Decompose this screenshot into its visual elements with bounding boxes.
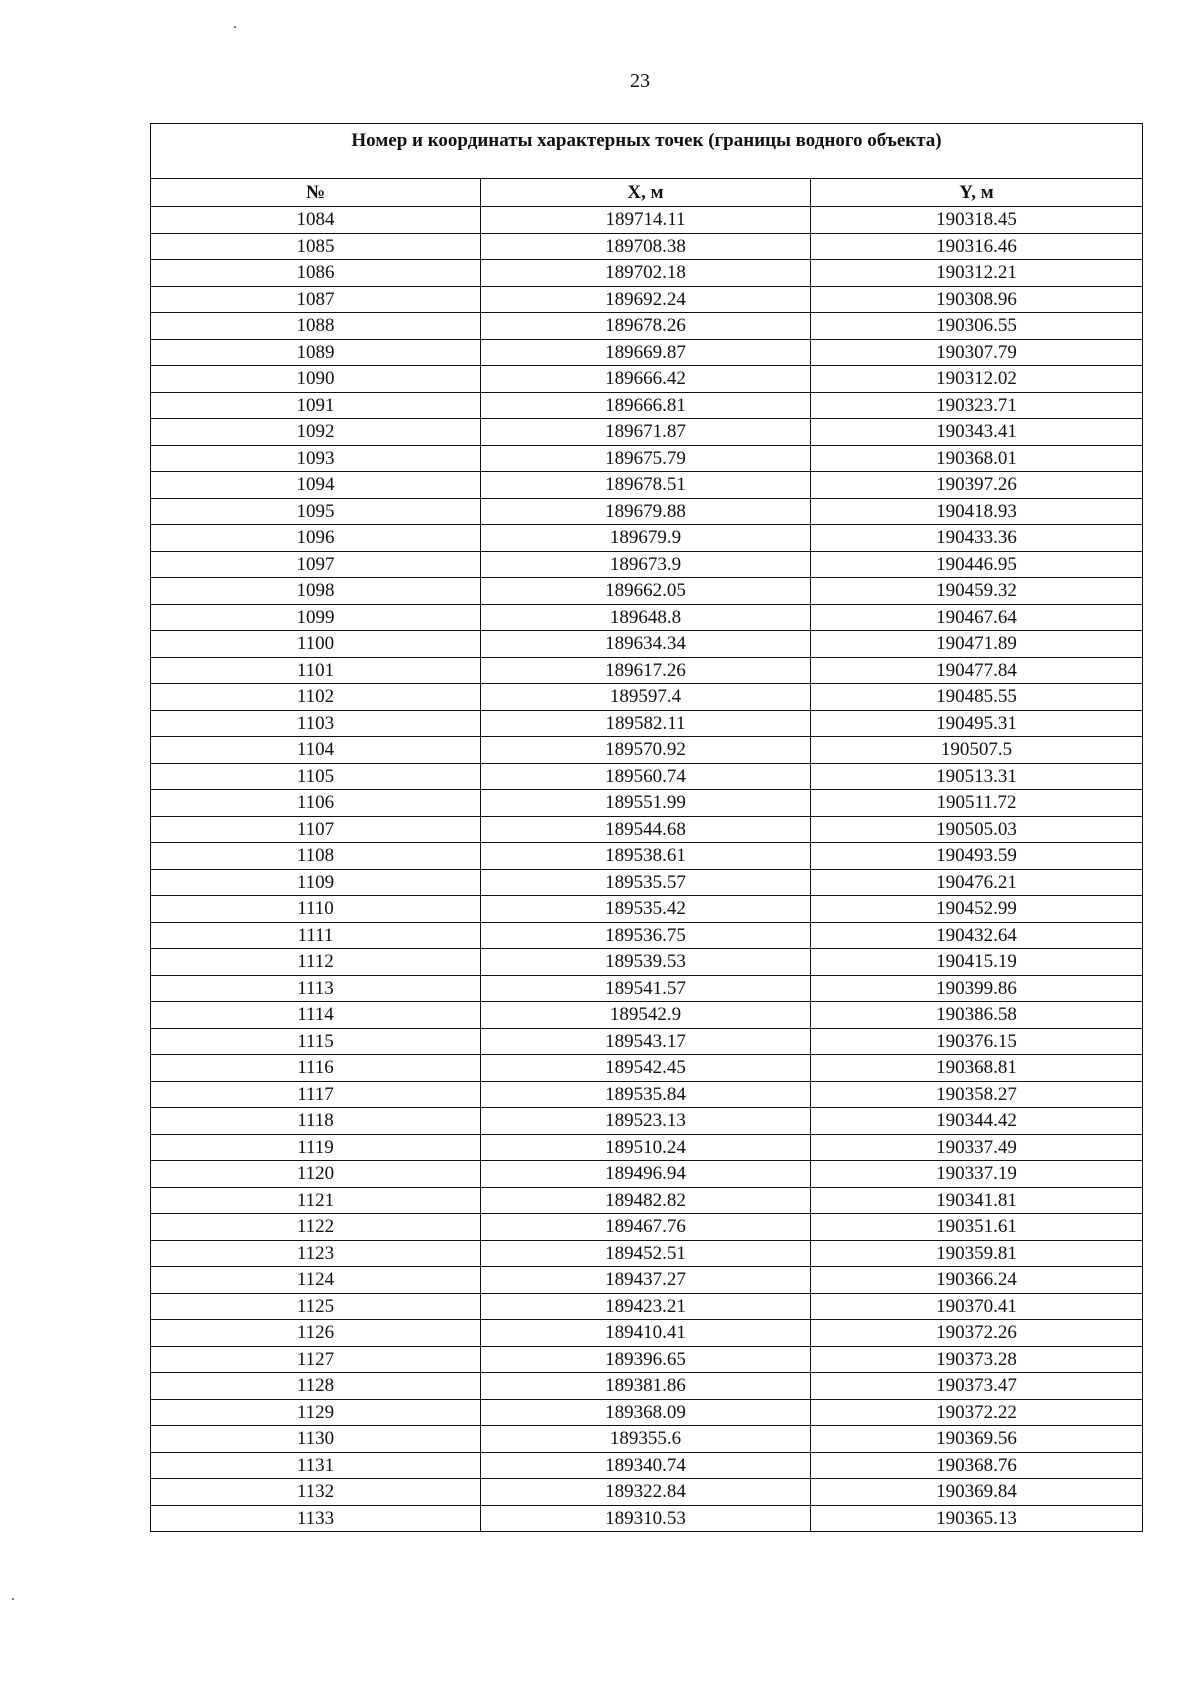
cell-point-number: 1088 [151,313,481,340]
cell-y-coordinate: 190372.22 [811,1399,1143,1426]
cell-point-number: 1130 [151,1426,481,1453]
cell-y-coordinate: 190452.99 [811,896,1143,923]
cell-point-number: 1112 [151,949,481,976]
table-row [151,1108,1143,1135]
cell-point-number: 1116 [151,1055,481,1082]
table-title-row [151,124,1143,179]
cell-x-coordinate: 189669.87 [481,339,811,366]
cell-x-coordinate: 189666.81 [481,392,811,419]
cell-point-number: 1104 [151,737,481,764]
cell-y-coordinate: 190312.21 [811,260,1143,287]
cell-point-number: 1098 [151,578,481,605]
table-row [151,949,1143,976]
cell-x-coordinate: 189666.42 [481,366,811,393]
cell-x-coordinate: 189396.65 [481,1346,811,1373]
cell-point-number: 1107 [151,816,481,843]
cell-y-coordinate: 190477.84 [811,657,1143,684]
cell-y-coordinate: 190369.84 [811,1479,1143,1506]
cell-x-coordinate: 189543.17 [481,1028,811,1055]
cell-y-coordinate: 190476.21 [811,869,1143,896]
cell-x-coordinate: 189692.24 [481,286,811,313]
cell-point-number: 1109 [151,869,481,896]
cell-y-coordinate: 190485.55 [811,684,1143,711]
cell-point-number: 1085 [151,233,481,260]
cell-x-coordinate: 189539.53 [481,949,811,976]
table-row [151,604,1143,631]
cell-x-coordinate: 189582.11 [481,710,811,737]
table-row [151,1505,1143,1532]
table-row [151,578,1143,605]
table-row [151,525,1143,552]
cell-x-coordinate: 189452.51 [481,1240,811,1267]
cell-point-number: 1095 [151,498,481,525]
cell-y-coordinate: 190307.79 [811,339,1143,366]
table-row [151,631,1143,658]
table-row [151,498,1143,525]
cell-y-coordinate: 190344.42 [811,1108,1143,1135]
cell-x-coordinate: 189617.26 [481,657,811,684]
cell-x-coordinate: 189678.51 [481,472,811,499]
table-row [151,657,1143,684]
cell-point-number: 1106 [151,790,481,817]
column-header-y: Y, м [811,179,1143,207]
cell-x-coordinate: 189634.34 [481,631,811,658]
cell-x-coordinate: 189423.21 [481,1293,811,1320]
cell-y-coordinate: 190316.46 [811,233,1143,260]
table-title: Номер и координаты характерных точек (границы водного объекта) [151,124,1143,179]
cell-point-number: 1115 [151,1028,481,1055]
table-row [151,1320,1143,1347]
table-row [151,260,1143,287]
cell-y-coordinate: 190337.49 [811,1134,1143,1161]
cell-x-coordinate: 189597.4 [481,684,811,711]
table-row [151,1267,1143,1294]
cell-x-coordinate: 189541.57 [481,975,811,1002]
cell-point-number: 1103 [151,710,481,737]
cell-y-coordinate: 190495.31 [811,710,1143,737]
table-row [151,392,1143,419]
cell-x-coordinate: 189467.76 [481,1214,811,1241]
cell-point-number: 1129 [151,1399,481,1426]
cell-point-number: 1087 [151,286,481,313]
cell-point-number: 1123 [151,1240,481,1267]
cell-y-coordinate: 190399.86 [811,975,1143,1002]
cell-y-coordinate: 190505.03 [811,816,1143,843]
cell-x-coordinate: 189538.61 [481,843,811,870]
cell-y-coordinate: 190397.26 [811,472,1143,499]
table-row [151,1187,1143,1214]
table-row [151,763,1143,790]
cell-x-coordinate: 189671.87 [481,419,811,446]
table-row [151,286,1143,313]
table-row [151,1134,1143,1161]
table-header-row [151,179,1143,207]
table-row [151,1373,1143,1400]
cell-point-number: 1114 [151,1002,481,1029]
cell-x-coordinate: 189673.9 [481,551,811,578]
cell-point-number: 1108 [151,843,481,870]
cell-point-number: 1111 [151,922,481,949]
cell-y-coordinate: 190341.81 [811,1187,1143,1214]
cell-x-coordinate: 189536.75 [481,922,811,949]
cell-point-number: 1121 [151,1187,481,1214]
table-row [151,419,1143,446]
cell-y-coordinate: 190386.58 [811,1002,1143,1029]
cell-point-number: 1110 [151,896,481,923]
cell-point-number: 1093 [151,445,481,472]
page-number: 23 [630,70,650,92]
cell-y-coordinate: 190337.19 [811,1161,1143,1188]
cell-point-number: 1119 [151,1134,481,1161]
table-row [151,1161,1143,1188]
cell-x-coordinate: 189410.41 [481,1320,811,1347]
cell-point-number: 1125 [151,1293,481,1320]
table-row [151,869,1143,896]
cell-x-coordinate: 189437.27 [481,1267,811,1294]
cell-x-coordinate: 189535.84 [481,1081,811,1108]
cell-y-coordinate: 190433.36 [811,525,1143,552]
cell-point-number: 1128 [151,1373,481,1400]
cell-y-coordinate: 190343.41 [811,419,1143,446]
table-row [151,843,1143,870]
cell-point-number: 1092 [151,419,481,446]
table-row [151,1081,1143,1108]
cell-point-number: 1096 [151,525,481,552]
cell-point-number: 1122 [151,1214,481,1241]
cell-y-coordinate: 190308.96 [811,286,1143,313]
cell-y-coordinate: 190323.71 [811,392,1143,419]
cell-point-number: 1090 [151,366,481,393]
cell-x-coordinate: 189482.82 [481,1187,811,1214]
table-row [151,710,1143,737]
cell-x-coordinate: 189535.42 [481,896,811,923]
table-row [151,233,1143,260]
table-row [151,1002,1143,1029]
cell-y-coordinate: 190358.27 [811,1081,1143,1108]
cell-y-coordinate: 190351.61 [811,1214,1143,1241]
cell-y-coordinate: 190471.89 [811,631,1143,658]
cell-y-coordinate: 190368.81 [811,1055,1143,1082]
cell-x-coordinate: 189648.8 [481,604,811,631]
cell-y-coordinate: 190373.28 [811,1346,1143,1373]
table-row [151,737,1143,764]
cell-x-coordinate: 189714.11 [481,207,811,234]
cell-x-coordinate: 189542.45 [481,1055,811,1082]
cell-point-number: 1084 [151,207,481,234]
scan-speck [12,1598,14,1600]
cell-point-number: 1101 [151,657,481,684]
cell-y-coordinate: 190493.59 [811,843,1143,870]
cell-x-coordinate: 189544.68 [481,816,811,843]
cell-y-coordinate: 190369.56 [811,1426,1143,1453]
cell-point-number: 1086 [151,260,481,287]
cell-x-coordinate: 189570.92 [481,737,811,764]
table-row [151,339,1143,366]
cell-point-number: 1120 [151,1161,481,1188]
table-row [151,551,1143,578]
cell-y-coordinate: 190373.47 [811,1373,1143,1400]
cell-x-coordinate: 189679.88 [481,498,811,525]
cell-y-coordinate: 190306.55 [811,313,1143,340]
cell-point-number: 1131 [151,1452,481,1479]
table-row [151,472,1143,499]
table-row [151,896,1143,923]
cell-y-coordinate: 190446.95 [811,551,1143,578]
cell-point-number: 1097 [151,551,481,578]
cell-y-coordinate: 190513.31 [811,763,1143,790]
cell-x-coordinate: 189310.53 [481,1505,811,1532]
cell-y-coordinate: 190365.13 [811,1505,1143,1532]
cell-x-coordinate: 189322.84 [481,1479,811,1506]
cell-point-number: 1132 [151,1479,481,1506]
cell-y-coordinate: 190415.19 [811,949,1143,976]
table-row [151,207,1143,234]
cell-x-coordinate: 189675.79 [481,445,811,472]
cell-x-coordinate: 189535.57 [481,869,811,896]
table-row [151,1346,1143,1373]
cell-x-coordinate: 189381.86 [481,1373,811,1400]
cell-x-coordinate: 189496.94 [481,1161,811,1188]
cell-point-number: 1127 [151,1346,481,1373]
table-row [151,1055,1143,1082]
table-row [151,1293,1143,1320]
cell-x-coordinate: 189523.13 [481,1108,811,1135]
cell-x-coordinate: 189542.9 [481,1002,811,1029]
table-row [151,1452,1143,1479]
table-row [151,1399,1143,1426]
cell-point-number: 1100 [151,631,481,658]
cell-point-number: 1126 [151,1320,481,1347]
cell-y-coordinate: 190467.64 [811,604,1143,631]
table-row [151,1479,1143,1506]
cell-point-number: 1102 [151,684,481,711]
cell-x-coordinate: 189560.74 [481,763,811,790]
table-row [151,975,1143,1002]
cell-point-number: 1089 [151,339,481,366]
cell-x-coordinate: 189340.74 [481,1452,811,1479]
column-header-number: № [151,179,481,207]
cell-x-coordinate: 189702.18 [481,260,811,287]
table-row [151,313,1143,340]
cell-x-coordinate: 189662.05 [481,578,811,605]
cell-y-coordinate: 190459.32 [811,578,1143,605]
table-body [151,207,1143,1532]
cell-y-coordinate: 190376.15 [811,1028,1143,1055]
cell-point-number: 1124 [151,1267,481,1294]
table-row [151,816,1143,843]
cell-y-coordinate: 190368.76 [811,1452,1143,1479]
cell-y-coordinate: 190318.45 [811,207,1143,234]
cell-y-coordinate: 190368.01 [811,445,1143,472]
table-row [151,1028,1143,1055]
cell-x-coordinate: 189708.38 [481,233,811,260]
cell-y-coordinate: 190432.64 [811,922,1143,949]
table-row [151,1240,1143,1267]
scan-speck [234,26,236,28]
cell-y-coordinate: 190372.26 [811,1320,1143,1347]
cell-y-coordinate: 190312.02 [811,366,1143,393]
table-row [151,922,1143,949]
cell-point-number: 1133 [151,1505,481,1532]
coordinates-table [150,123,1143,1532]
table-row [151,790,1143,817]
table-row [151,445,1143,472]
cell-y-coordinate: 190507.5 [811,737,1143,764]
cell-point-number: 1099 [151,604,481,631]
cell-x-coordinate: 189678.26 [481,313,811,340]
cell-x-coordinate: 189510.24 [481,1134,811,1161]
table-row [151,1426,1143,1453]
cell-point-number: 1105 [151,763,481,790]
cell-point-number: 1117 [151,1081,481,1108]
cell-x-coordinate: 189368.09 [481,1399,811,1426]
cell-point-number: 1118 [151,1108,481,1135]
cell-y-coordinate: 190511.72 [811,790,1143,817]
table-row [151,1214,1143,1241]
cell-y-coordinate: 190366.24 [811,1267,1143,1294]
cell-x-coordinate: 189551.99 [481,790,811,817]
table-row [151,684,1143,711]
cell-y-coordinate: 190359.81 [811,1240,1143,1267]
column-header-x: X, м [481,179,811,207]
cell-point-number: 1113 [151,975,481,1002]
cell-x-coordinate: 189355.6 [481,1426,811,1453]
cell-point-number: 1094 [151,472,481,499]
cell-x-coordinate: 189679.9 [481,525,811,552]
table-row [151,366,1143,393]
cell-y-coordinate: 190370.41 [811,1293,1143,1320]
cell-point-number: 1091 [151,392,481,419]
cell-y-coordinate: 190418.93 [811,498,1143,525]
